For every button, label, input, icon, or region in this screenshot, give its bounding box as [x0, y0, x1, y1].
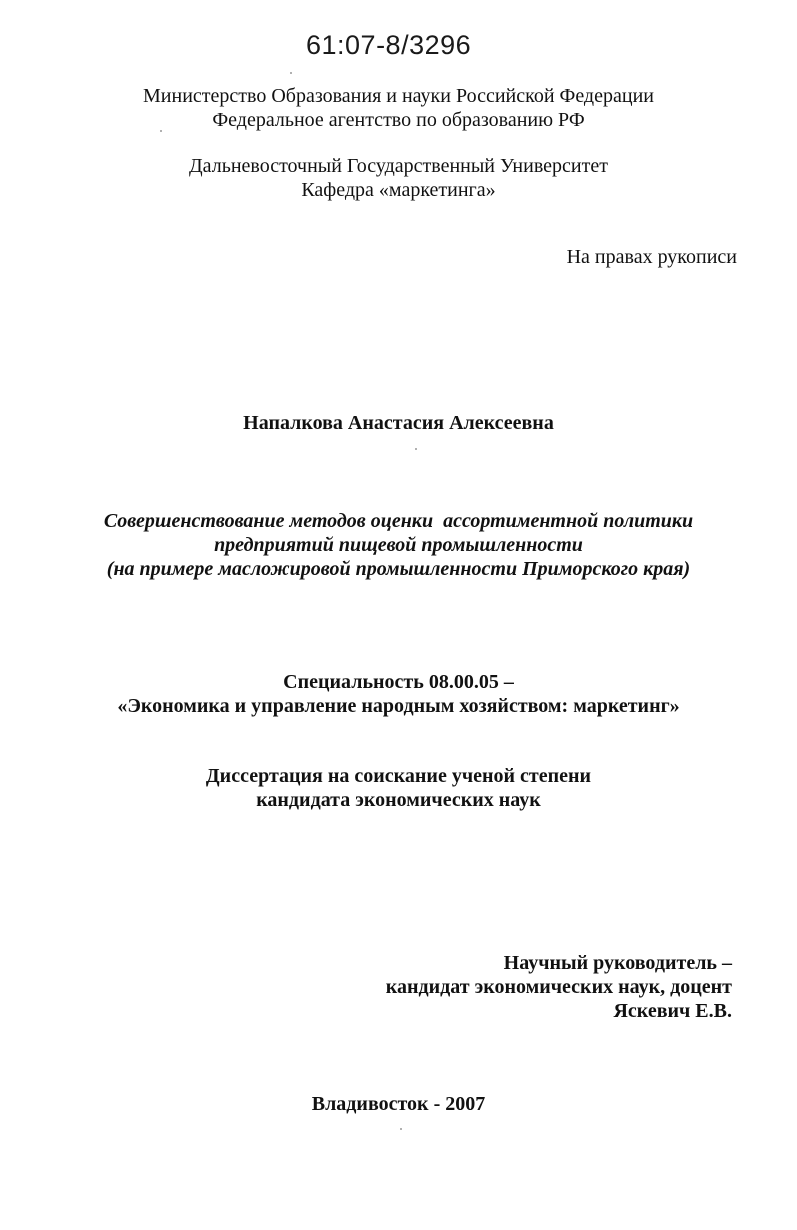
archive-stamp: 61:07-8/3296 [306, 30, 472, 60]
city-year: Владивосток - 2007 [311, 1093, 486, 1115]
university-block [0, 154, 797, 202]
specialty-code: Специальность 08.00.05 – [283, 671, 514, 693]
agency-name: Федеральное агентство по образованию РФ [212, 109, 585, 131]
department-name: Кафедра «маркетинга» [301, 179, 496, 201]
organization-header [0, 84, 797, 132]
scan-speck [415, 448, 417, 450]
advisor-role: Научный руководитель – [503, 952, 732, 974]
degree-line-2: кандидата экономических наук [256, 789, 541, 811]
advisor-degree: кандидат экономических наук, доцент [385, 976, 732, 998]
dissertation-title [0, 509, 797, 581]
advisor-block [386, 951, 732, 1023]
scan-speck [290, 72, 292, 74]
title-line-3: (на примере масложировой промышленности Приморского края) [106, 558, 691, 580]
degree-block [0, 764, 797, 812]
specialty-name: «Экономика и управление народным хозяйством: маркетинг» [117, 695, 680, 717]
scan-speck [160, 130, 162, 132]
university-name: Дальневосточный Государственный Университет [189, 155, 608, 177]
scan-speck [400, 1128, 402, 1130]
title-line-1: Совершенствование методов оценки ассортиментной политики [103, 510, 694, 532]
title-line-2: предприятий пищевой промышленности [214, 534, 583, 556]
specialty-block [0, 670, 797, 718]
rights-note: На правах рукописи [566, 246, 737, 268]
degree-line-1: Диссертация на соискание ученой степени [205, 765, 592, 787]
advisor-name: Яскевич Е.В. [613, 1000, 732, 1022]
author-name: Напалкова Анастасия Алексеевна [243, 412, 554, 434]
ministry-name: Министерство Образования и науки Российской Федерации [143, 85, 654, 107]
